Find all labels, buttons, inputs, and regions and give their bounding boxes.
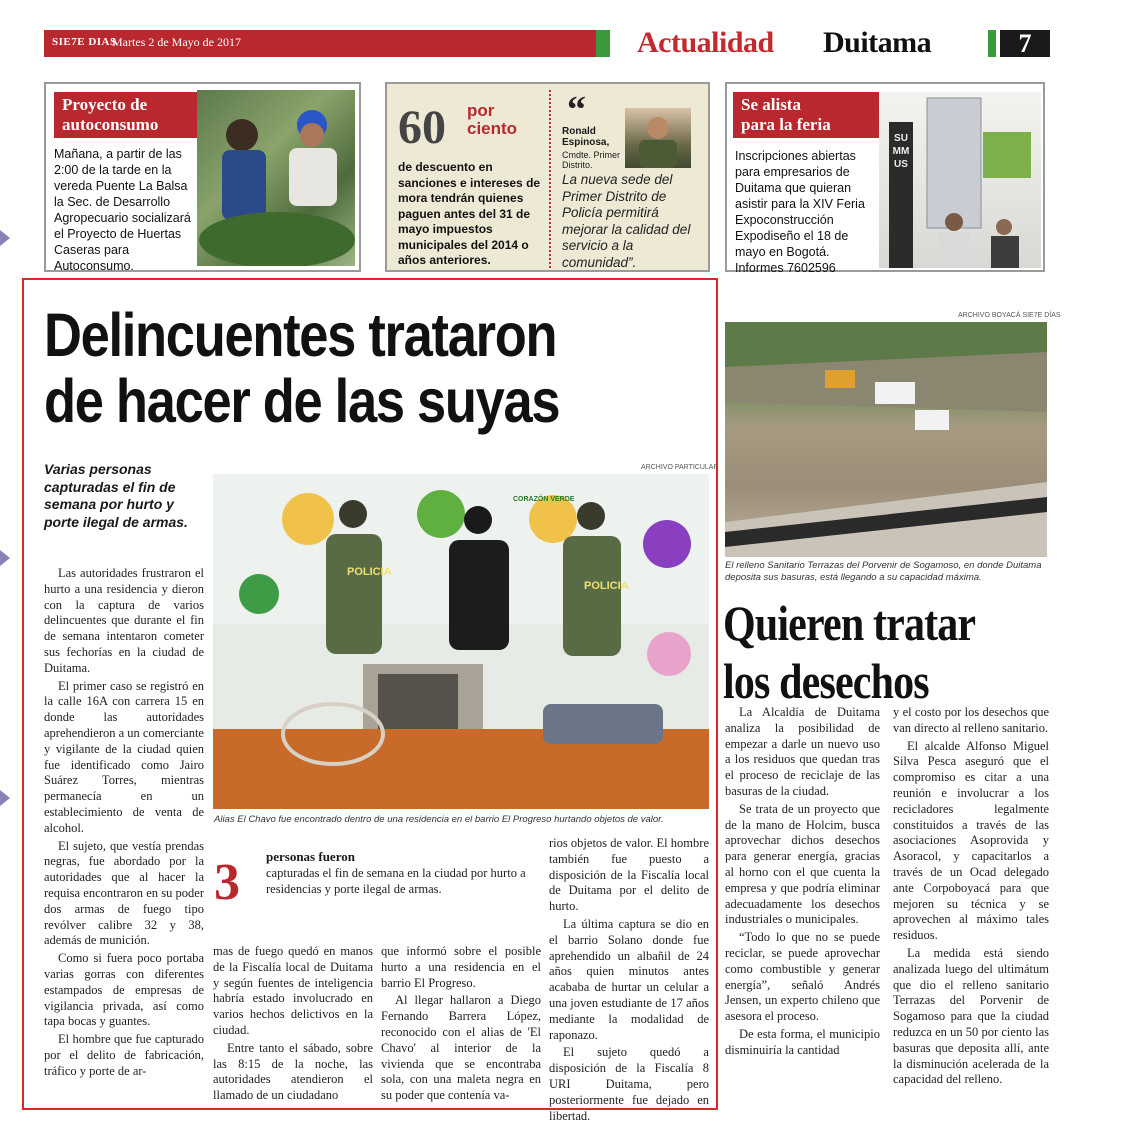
main-photo (213, 474, 709, 809)
article-paragraph: La medida está siendo analizada luego del ultimátum que dio el relleno sanitario Terrazas del Porvenir de Sogamoso para que la ciudad reduzca en un 50 por ciento las basuras que deposita allí, ante la disminución acelerada de la capacidad del relleno. (893, 945, 1049, 1087)
side-headline-line: Quieren tratar (723, 595, 976, 651)
publication-name: SIE7E DIAS (52, 36, 117, 48)
brief-autoconsumo (44, 82, 361, 272)
police-photo-illustration (213, 474, 709, 809)
section-title: Actualidad (637, 26, 774, 59)
side-article-column-2 (893, 705, 1049, 1090)
discount-unit-line: ciento (467, 119, 518, 138)
brief-title-line: para la feria (741, 115, 831, 134)
police-label: POLICIA (347, 566, 392, 578)
article-paragraph: El primer caso se registró en la calle 16A con carrera 15 en donde las autoridades aprehendieron a un comerciante y vigilante de la ciudad quien fue identificado como Jairo Suárez Torres, mientras permanecía en un establecimiento de venta de alcohol. (44, 678, 204, 835)
speaker-portrait-illustration (625, 108, 691, 168)
fair-photo-illustration (879, 92, 1041, 268)
page-number: 7 (1000, 30, 1050, 57)
discount-number: 60 (398, 101, 446, 154)
section-city: Duitama (823, 26, 932, 59)
brief-autoconsumo-title (54, 92, 198, 138)
article-paragraph: Se trata de un proyecto que de la mano de Holcim, busca aprovechar dichos desechos para generar energía, gracias al horno con el que cuenta la empresa y que podría eliminar adecuadamente los desechos industriales o municipales. (725, 801, 880, 927)
landfill-photo-illustration (725, 322, 1047, 557)
article-paragraph: De esta forma, el municipio disminuiría la cantidad (725, 1026, 880, 1057)
speaker-role-line: Distrito. (562, 160, 593, 170)
article-paragraph: La última captura se dio en el barrio Solano donde fue aprehendido un albañil de 24 años quien minutos antes acababa de hurtar un celular a una joven estudiante de 17 años mediante la modalidad de raponazo. (549, 916, 709, 1042)
article-paragraph: “Todo lo que no se puede reciclar, se puede aprovechar como combustible y generar energía”, señaló Andrés Jensen, un experto chileno que asesora el proceso. (725, 930, 880, 1024)
speaker-name-line: Espinosa, (562, 137, 610, 148)
fair-sign-text: SUMMUS (892, 133, 910, 170)
fair-photo (879, 92, 1041, 268)
header-green-accent (596, 30, 610, 57)
main-article-column-2 (213, 944, 373, 1106)
main-headline (44, 302, 715, 434)
main-headline-line: de hacer de las suyas (44, 367, 560, 435)
brief-dotted-divider (549, 90, 551, 268)
brief-feria (725, 82, 1045, 275)
speaker-portrait (625, 108, 691, 168)
main-article-column-3 (381, 944, 541, 1106)
article-paragraph: Como si fuera poco portaba varias gorras con diferentes estampados de empresas de vigilancia privada, así como tapa bocas y guantes. (44, 951, 204, 1029)
article-paragraph: El sujeto, que vestía prendas negras, fue abordado por la autoridades que al hacer la requisa encontraron en su poder dos armas de fuego tipo revólver calibre 32 y 38, además de munición. (44, 838, 204, 948)
article-paragraph: mas de fuego quedó en manos de la Fiscalía local de Duitama y según fuentes de inteligencia habría estado involucrado en varios hechos delictivos en la ciudad. (213, 944, 373, 1037)
side-headline (723, 594, 1059, 710)
brief-title-line: Se alista (741, 95, 801, 114)
quote-mark-icon: “ (567, 89, 586, 131)
speaker-role (562, 150, 620, 170)
stat-number: 3 (214, 854, 240, 911)
side-article-column-1 (725, 705, 880, 1061)
article-paragraph: Al llegar hallaron a Diego Fernando Barrera López, reconocido con el alias de 'El Chavo' al interior de la vivienda que se encontraba sola, con una maleta negra en su poder que contenía va- (381, 993, 541, 1103)
farmers-photo-illustration (197, 90, 355, 266)
main-photo-caption: Alias El Chavo fue encontrado dentro de una residencia en el barrio El Progreso hurtando objetos de valor. (214, 814, 664, 825)
article-paragraph: El alcalde Alfonso Miguel Silva Pesca aseguró que el compromiso es citar a una reunión e involucrar a los recicladores legalmente constituidos a través de las asociaciones Asoprovida y Asoracol, y capacitarlos a través de un Ocad delegado ante Corpoboyacá para que mejoren su técnica y se aprovechen al máximo tales residuos. (893, 738, 1049, 943)
page-number-accent (988, 30, 996, 57)
brief-title-line: Proyecto de (62, 95, 148, 114)
brief-title-line: autoconsumo (62, 115, 159, 134)
side-headline-line: los desechos (723, 653, 929, 709)
article-paragraph: rios objetos de valor. El hombre también fue puesto a disposición de la Fiscalía local de Duitama por el delito de hurto. (549, 836, 709, 914)
main-article-column-1 (44, 566, 204, 1082)
discount-unit (467, 102, 517, 138)
stat-title: personas fueron (266, 849, 355, 864)
farmers-photo (197, 90, 355, 266)
article-paragraph: Entre tanto el sábado, sobre las 8:15 de la noche, las autoridades atendieron el llamado de un ciudadano (213, 1040, 373, 1103)
banner-label: CORAZÓN VERDE (513, 496, 575, 503)
main-headline-line: Delincuentes trataron (44, 301, 557, 369)
brief-feria-text: Inscripciones abiertas para empresarios de Duitama que quieran asistir para la XIV Feria Expoconstrucción Expodiseño el 18 de mayo en Bogotá. Informes 7602596 (735, 149, 865, 275)
main-subheadline: Varias personas capturadas el fin de semana por hurto y porte ilegal de armas. (44, 461, 188, 530)
landfill-photo (725, 322, 1047, 557)
article-paragraph: Las autoridades frustraron el hurto a una residencia y dieron con la captura de varios delincuentes que durante el fin de semana intentaron cometer sus fechorías en la ciudad de Duitama. (44, 566, 204, 675)
brief-autoconsumo-text: Mañana, a partir de las 2:00 de la tarde en la vereda Puente La Balsa la Sec. de Desarrollo Agropecuario socializará el Proyecto de Huertas Caseras para Autoconsumo. (54, 147, 191, 273)
article-paragraph: y el costo por los desechos que van directo al relleno sanitario. (893, 705, 1049, 735)
article-paragraph: La Alcaldía de Duitama analiza la posibilidad de empezar a darle un nuevo uso a los residuos que quedan tras el proceso de reciclaje de las basuras de la ciudad. (725, 705, 880, 798)
speaker-role-line: Cmdte. Primer (562, 150, 621, 160)
speaker-quote: La nueva sede del Primer Distrito de Policía permitirá mejorar la calidad del servicio a la comunidad”. (562, 172, 691, 270)
article-paragraph: El sujeto quedó a disposición de la Fiscalía 8 URI Duitama, pero posteriormente fue dejado en libertad. (549, 1045, 709, 1123)
stat-text: capturadas el fin de semana en la ciudad por hurto a residencias y porte ilegal de armas. (266, 866, 526, 896)
brief-feria-title (733, 92, 879, 138)
discount-text: de descuento en sanciones e intereses de mora tendrán quienes paguen antes del 31 de mayo impuestos municipales del 2014 o años anteriores. (398, 160, 541, 267)
police-label: POLICIA (584, 580, 629, 592)
discount-unit-line: por (467, 101, 495, 120)
side-photo-credit: ARCHIVO BOYACÁ SIE7E DÍAS (958, 312, 1061, 319)
article-paragraph: El hombre que fue capturado por el delito de fabricación, tráfico y porte de ar- (44, 1032, 204, 1078)
publication-date: Martes 2 de Mayo de 2017 (112, 35, 241, 49)
main-photo-credit: ARCHIVO PARTICULAR (641, 464, 719, 471)
main-article-column-4 (549, 836, 709, 1126)
article-paragraph: que informó sobre el posible hurto a una residencia en el barrio El Progreso. (381, 944, 541, 990)
side-photo-caption: El relleno Sanitario Terrazas del Porvenir de Sogamoso, en donde Duitama deposita sus basuras, está llegando a su capacidad máxima. (725, 560, 1042, 583)
speaker-name-line: Ronald (562, 126, 596, 137)
margin-markers (0, 230, 12, 830)
speaker-name (562, 126, 609, 148)
